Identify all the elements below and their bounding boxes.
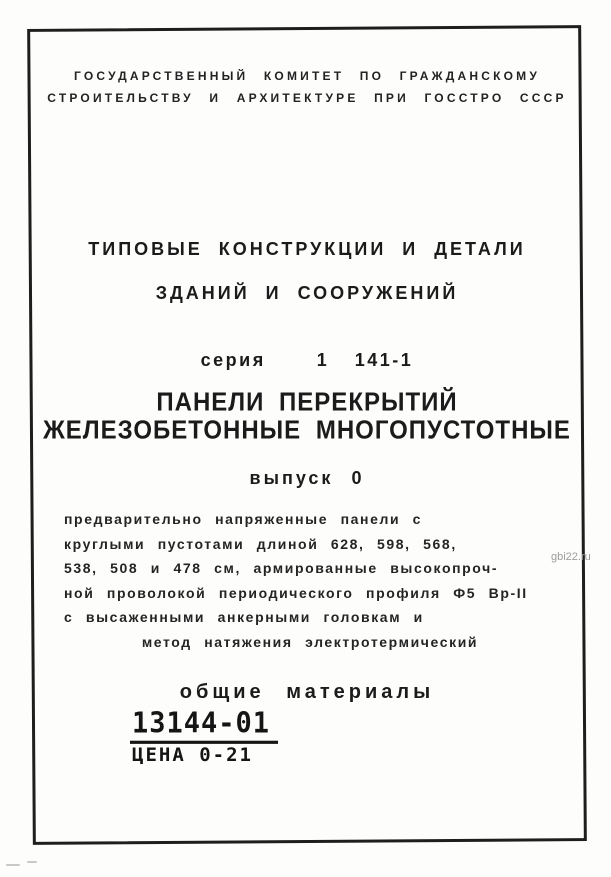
description-line: ной проволокой периодического профиля Ф5 Вр-II xyxy=(64,584,528,601)
series-label: серия xyxy=(200,350,266,370)
description-line: с высаженными анкерными головкам и xyxy=(64,609,424,625)
materials-heading: общие материалы xyxy=(179,681,435,703)
issue-number: 0 xyxy=(351,468,365,488)
stamp-price: ЦЕНА 0-21 xyxy=(132,744,253,766)
org-header-line-2: СТРОИТЕЛЬСТВУ И АРХИТЕКТУРЕ ПРИ ГОССТРО СССР xyxy=(47,91,567,105)
issue-line xyxy=(30,468,584,489)
subject-title-line-2: ЖЕЛЕЗОБЕТОННЫЕ МНОГОПУСТОТНЫЕ xyxy=(43,415,571,446)
document-title-line-2: ЗДАНИЙ И СООРУЖЕНИЙ xyxy=(155,283,459,303)
description-line: предварительно напряженные панели с xyxy=(64,511,423,527)
stamp-block xyxy=(130,708,278,766)
description-paragraph xyxy=(64,507,556,654)
series-line xyxy=(30,350,584,371)
watermark-text: gbi22.ru xyxy=(551,551,591,563)
scan-artifact xyxy=(6,864,20,866)
series-number: 1 141-1 xyxy=(316,350,414,370)
org-header-line-1: ГОСУДАРСТВЕННЫЙ КОМИТЕТ ПО ГРАЖДАНСКОМУ xyxy=(74,69,540,83)
subject-title-line-1: ПАНЕЛИ ПЕРЕКРЫТИЙ xyxy=(156,387,458,418)
issue-label: выпуск xyxy=(249,468,334,488)
stamp-number: 13144-01 xyxy=(130,707,278,744)
scan-artifact xyxy=(27,861,37,863)
description-line: метод натяжения электротермический xyxy=(141,633,479,650)
document-title-line-1: ТИПОВЫЕ КОНСТРУКЦИИ И ДЕТАЛИ xyxy=(88,239,526,259)
description-line: круглыми пустотами длиной 628, 598, 568, xyxy=(64,535,457,552)
description-line: 538, 508 и 478 см, армированные высокопроч- xyxy=(64,560,499,576)
